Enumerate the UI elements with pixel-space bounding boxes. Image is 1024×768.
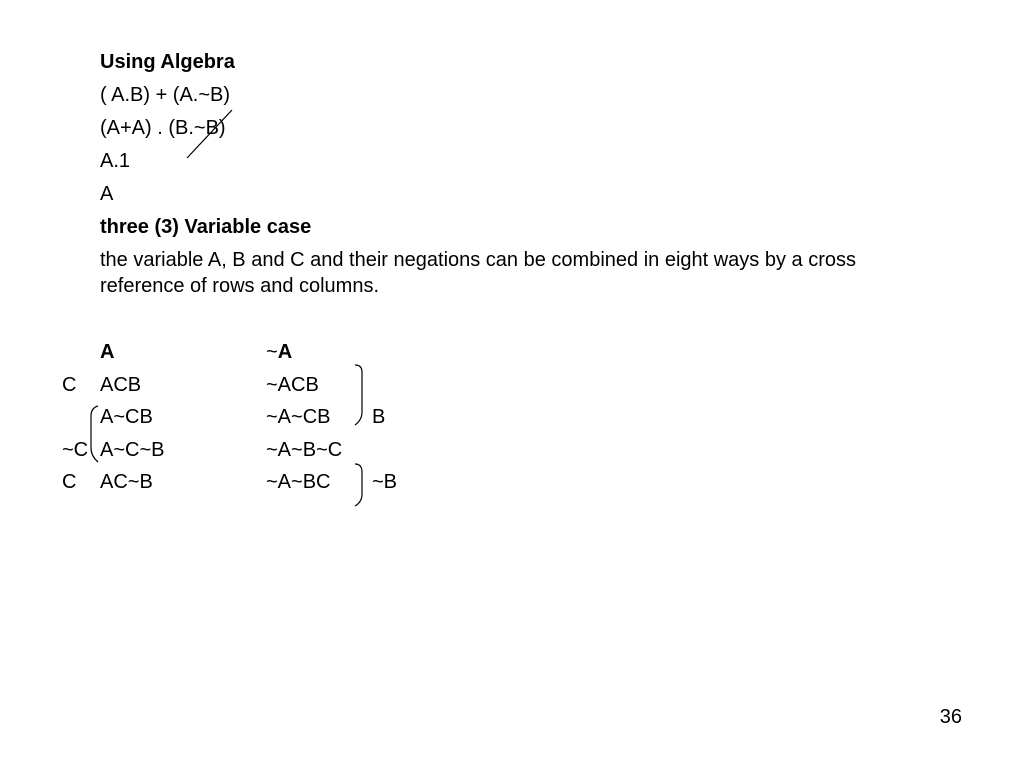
page-number: 36: [939, 706, 962, 728]
strike-through-line: [187, 110, 232, 158]
cell-not-a-row-1: ~ACB: [266, 374, 319, 396]
heading-using-algebra: Using Algebra: [100, 51, 235, 73]
row-label-4: C: [62, 471, 77, 493]
row-label-3: ~C: [62, 439, 89, 461]
left-brace-not-c: [91, 406, 98, 462]
column-header-not-a-letter: A: [277, 341, 293, 363]
heading-three-variable-case: three (3) Variable case: [100, 216, 312, 238]
cell-a-row-1: ACB: [100, 374, 142, 396]
right-brace-not-b: [355, 464, 362, 506]
three-variable-description: the variable A, B and C and their negations can be combined in eight ways by a cross reference of rows and columns.: [100, 249, 857, 297]
algebra-step-2: (A+A) . (B.~B): [100, 117, 226, 139]
right-brace-b: [355, 365, 362, 425]
cell-a-row-2: A~CB: [100, 406, 153, 428]
bracket-label-b: B: [372, 406, 386, 428]
algebra-step-3: A.1: [100, 150, 131, 172]
bracket-label-not-b: ~B: [372, 471, 398, 493]
cell-a-row-4: AC~B: [100, 471, 153, 493]
cell-not-a-row-2: ~A~CB: [266, 406, 331, 428]
algebra-step-1: ( A.B) + (A.~B): [100, 84, 231, 106]
cell-a-row-3: A~C~B: [100, 439, 165, 461]
row-label-1: C: [62, 374, 77, 396]
cell-not-a-row-4: ~A~BC: [266, 471, 331, 493]
column-header-a: A: [100, 341, 115, 363]
column-header-not-a-prefix: ~: [266, 341, 278, 363]
algebra-step-4: A: [100, 183, 114, 205]
cell-not-a-row-3: ~A~B~C: [266, 439, 343, 461]
